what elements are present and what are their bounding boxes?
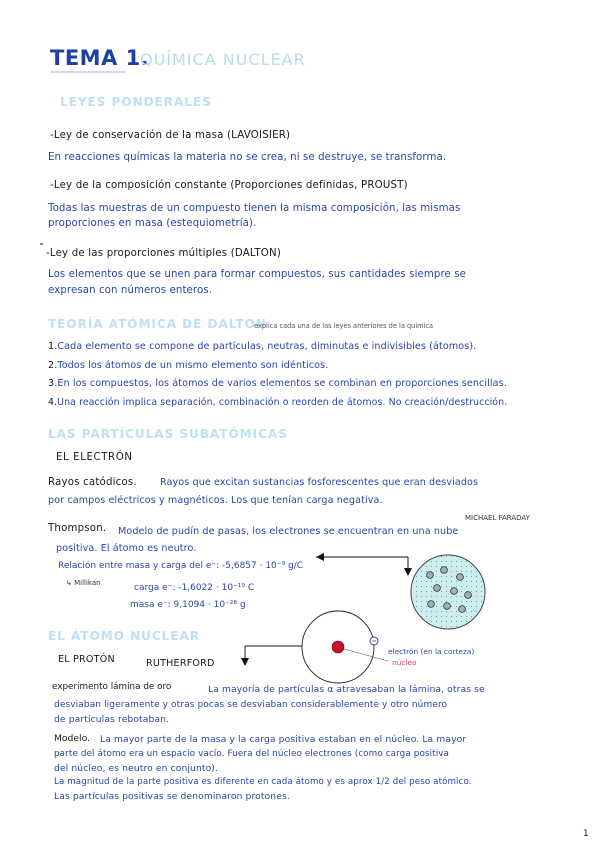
rutherford-atom-icon (241, 611, 388, 683)
plum-pudding-model-icon (411, 555, 485, 629)
law-dalton-text-2: expresan con números enteros. (48, 285, 213, 296)
section-leyes-ponderales: LEYES PONDERALES (60, 95, 212, 109)
experimento-text-1: La mayoría de partículas α atravesaban la lámina, otras se (208, 684, 485, 695)
section-atomo-nuclear: EL ÁTOMO NUCLEAR (48, 629, 201, 643)
law-dalton: -Ley de las proporciones múltiples (DALTON) (46, 248, 282, 259)
thomson-text-1: Modelo de pudín de pasas, los electrones se encuentran en una nube (118, 526, 459, 537)
experimento-text-2: desviaban ligeramente y otras pocas se desviaban considerablemente y otro número (54, 700, 448, 710)
rayos-catodicos-label: Rayos catódicos. (48, 477, 137, 488)
dalton-point-3: 3.En los compuestos, los átomos de varios elementos se combinan en proporciones sencillas. (48, 378, 507, 389)
law-proust-text-1: Todas las muestras de un compuesto tienen la misma composición, las mismas (48, 203, 461, 214)
section-teoria-atomica: TEORÍA ATÓMICA DE DALTON (48, 317, 267, 331)
carga-electron: carga e⁻: -1,6022 · 10⁻¹⁹ C (134, 583, 255, 593)
page-number: 1 (583, 829, 589, 839)
dalton-point-4: 4.Una reacción implica separación, combinación o reorden de átomos. No creación/destrucción. (48, 397, 508, 408)
modelo-text-2: parte del átomo era un espacio vacío. Fuera del núcleo electrones (como carga positiva (54, 749, 450, 759)
rutherford-label: RUTHERFORD (146, 658, 215, 669)
rayos-text-1: Rayos que excitan sustancias fosforescentes que eran desviados (160, 477, 479, 488)
experimento-label: experimento lámina de oro (52, 682, 172, 692)
nucleo-label: núcleo (392, 658, 417, 667)
thomson-label: Thompson. (48, 523, 107, 534)
modelo-label: Modelo. (54, 733, 90, 744)
relacion-masa-carga: Relación entre masa y carga del e⁻: -5,6857 · 10⁻⁹ g/C (58, 561, 304, 571)
section-particulas-subatomicas: LAS PARTÍCULAS SUBATÓMICAS (48, 427, 288, 441)
topic-number: TEMA 1. (50, 46, 150, 70)
modelo-text-1: La mayor parte de la masa y la carga positiva estaban en el núcleo. La mayor (100, 734, 467, 745)
modelo-text-3: del núcleo, es neutro en conjunto). (54, 763, 219, 774)
law-lavoisier-text: En reacciones químicas la materia no se crea, ni se destruye, se transforma. (48, 152, 447, 163)
law-lavoisier: -Ley de conservación de la masa (LAVOISIER) (50, 130, 291, 141)
topic-title: QUÍMICA NUCLEAR (140, 50, 306, 69)
law-proust-text-2: proporciones en masa (estequiometría). (48, 218, 257, 229)
proton-heading: EL PROTÓN (58, 654, 115, 665)
millikan-label: ↳ Millikan (66, 579, 101, 587)
masa-electron: masa e⁻: 9,1094 · 10⁻²⁸ g (130, 600, 246, 610)
rayos-author: MICHAEL FARADAY (465, 514, 530, 522)
law-dalton-text-1: Los elementos que se unen para formar compuestos, sus cantidades siempre se (48, 269, 467, 280)
thomson-text-2: positiva. El átomo es neutro. (56, 543, 197, 554)
dalton-point-2: 2.Todos los átomos de un mismo elemento son idénticos. (48, 360, 329, 371)
experimento-text-3: de partículas rebotaban. (54, 714, 170, 725)
dalton-point-1: 1.Cada elemento se compone de partículas, neutras, diminutas e indivisibles (átomos). (48, 341, 477, 352)
electron-label: electrón (en la corteza) (388, 647, 475, 656)
rayos-text-2: por campos eléctricos y magnéticos. Los que tenían carga negativa. (48, 495, 383, 506)
thomson-arrow (316, 553, 412, 576)
modelo-text-4: La magnitud de la parte positiva es diferente en cada átomo y es aprox 1/2 del peso atómico. (54, 777, 472, 787)
teoria-note: explica cada una de las leyes anteriores de la química (254, 322, 434, 330)
electron-heading: EL ELECTRÓN (56, 452, 133, 463)
law-proust: -Ley de la composición constante (Proporciones definidas, PROUST) (50, 180, 408, 191)
modelo-text-5: Las partículas positivas se denominaron protones. (54, 791, 290, 802)
